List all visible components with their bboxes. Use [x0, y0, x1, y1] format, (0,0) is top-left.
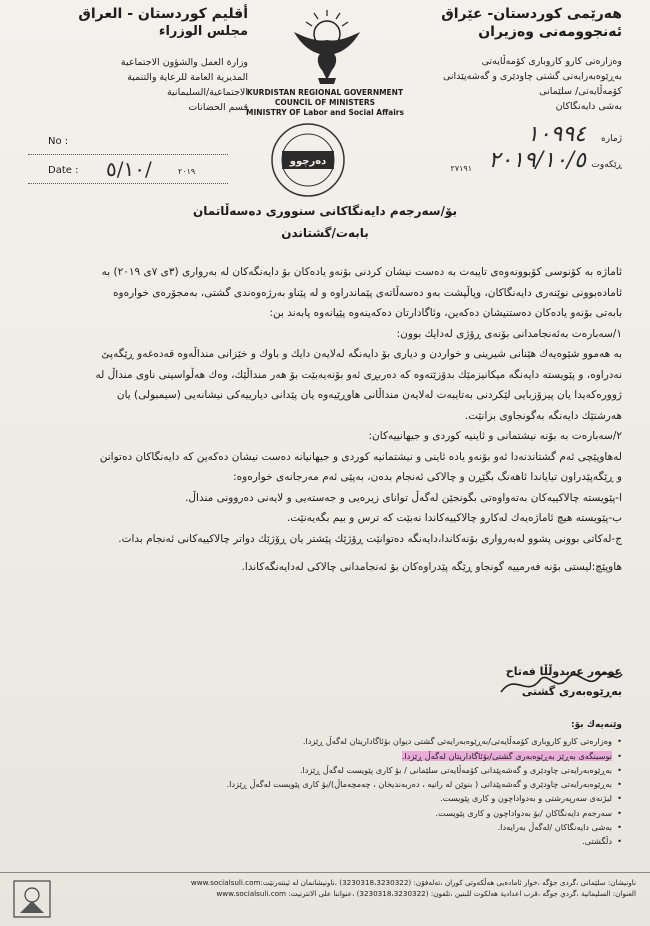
region-title-kurdish: هەرێمی کوردستان- عێراق [441, 6, 622, 22]
body-line: ا-پێویستە چالاكییەكان بەتەواوەتی بگونجێن لەگەڵ توانای زیرەیی و جەستەیی و لایەنی دەروونی منداڵ. [185, 491, 622, 504]
body-line: ئاماژە بە كۆنوسی كۆبوونەوەی تایبەت بە دەست نیشان كردنی بۆنەو یادەكان بۆ دایەنگەكان لە بەرواری (٣ی ٧ی ٢٠١٩) بە [101, 266, 622, 278]
body-line: ب-پێویستە هیچ ئاماژەیەك لەكارو چالاكییەكاندا نەبێت كە ترس و بیم بگەیەنێت. [286, 512, 622, 524]
number-row [28, 130, 228, 155]
section-1-title: ١/سەبارەت بەئەنجامدانی بۆنەی ڕۆژی لەدایك بوون: [396, 327, 622, 340]
signatory-title: بەڕێوەبەری گشتی [521, 685, 622, 698]
body-line: ج-لەكاتی بوونی پشوو لەبەرواری بۆنەكاندا،دایەنگە دەتوانێت ڕۆژێك پێشتر یان ڕۆژێك دواتر چالاكییەكانی ئەنجام بدات. [118, 532, 622, 545]
region-title-arabic: أقليم كوردستان - العراق [78, 6, 248, 22]
list-item: • وەزارەتی كارو كاروباری كۆمەڵایەتی/بەڕێوەبەرایەتی گشتی دیوان بۆئاگاداریتان لەگەڵ ڕێزدا. [28, 734, 622, 748]
footer-address [56, 877, 636, 899]
letter-body [28, 262, 622, 578]
department-kurdish: وەزارەتی كارو كاروباری كۆمەڵایەتی بەڕێوەبەرایەتی گشتی چاودێری و گەشەپێدانی كۆمەڵایەتی/ سلێمانی بەشی دایەنگاكان [442, 56, 622, 112]
list-item: • بەڕێوەبەرایەتی چاودێری و گەشەپێدانی كۆمەڵایەتی سلێمانی / بۆ كاری پێویست لەگەڵ ڕێزدا. [28, 763, 622, 777]
list-item: • بەڕێوەبەرایەتی چاودێری و گەشەپێدانی ( بنوێن له رانیه ، دەربەندیخان ، چەمچەماڵ)/بۆ كاری پێویست لەگەڵ ڕێزدا. [28, 777, 622, 791]
footer [0, 872, 650, 926]
list-item-highlighted: • نوسینگەی بەڕێز بەڕێوەبەری گشتی/بۆئاگاداریتان لەگەڵ ڕێزدا. [28, 749, 622, 763]
body-line: بابەتی بۆنەو یادەكان دەستنیشان دەكەین، وئاگادارتان دەكەینەوە پێیانەوە پابەند بن: [269, 307, 622, 319]
ref-date-row [412, 148, 622, 178]
header-kurdish [392, 6, 622, 114]
section-2-title: ٢/سەبارەت بە بۆنە نیشتمانی و ئاینیە كوردی و جیهانییەكان: [368, 430, 622, 442]
signatory-name: عومەر عەبدوڵڵا فەتاح [505, 665, 622, 678]
body-line: ئامادەبوونی نوێنەری دایەنگاكان، وپاڵپشت بەو دەسەڵاتەی پێماندراوە و لە پێناو بەرژەوەندی گشتی، بەمجۆرەی خوارەوە [113, 286, 622, 299]
council-title-arabic: مجلس الوزراء [158, 24, 248, 39]
date-handwritten: ٥/١٠/ [106, 157, 152, 181]
date-row [28, 159, 228, 184]
subject-line: بابەت/گشتاندن [281, 226, 369, 240]
date-year: ٢٠١٩ [178, 167, 196, 176]
eagle-emblem-icon [288, 8, 366, 88]
list-item: • لیژنەی سەرپەرشتی و بەدواداچون و كاری پێویست. [28, 791, 622, 805]
body-line: ژوورەكەیدا یان پیرۆزبایی لێكردنی بەتایبەت لەلایەن منداڵانی هاوڕێیەوە یان پێدانی دیارییەكی نیشانەیی (سیمبولی) یان [116, 389, 622, 401]
header-arabic [28, 6, 248, 115]
list-item: • دڵگشتی. [28, 834, 622, 848]
body-line: و ڕێگەپێدراون تیایاندا ئاهەنگ بگێڕن و چالاكی ئەنجام بدەن، بەپێی ئەم مەرجانەی خوارەوە: [233, 471, 622, 483]
body-line: هەرشتێك دایەنگە بەگونجاوی بزانێت. [464, 409, 622, 422]
signature-scribble [496, 664, 626, 704]
body-line: لەهاوپێچی ئەم گشتاندنەدا ئەو بۆنەو یادە ئاینی و نیشتمانیە كوردی و جیهانیانە دەست نیشان دەكەین كە دایەنگاكان دەتوانن [99, 450, 622, 463]
ref-date-label: ڕێكەوت [591, 160, 622, 170]
reference-left [28, 130, 228, 188]
signature-block [382, 662, 622, 702]
date-label: Date : [48, 165, 79, 176]
ref-number-printed: ٢٧١٩١ [450, 164, 472, 173]
council-title-kurdish: ئەنجوومەنی وەزیران [478, 24, 622, 40]
ref-date-handwritten: ٢٠١٩/١٠/٥ [488, 148, 586, 173]
list-item: • سەرجەم دایەنگاكان /بۆ بەدواداچون و كاری پێویست. [28, 806, 622, 820]
footer-line-kurdish: ناونیشان: سلێمانی ،گردی جۆگە ،خوار ئامادەیی هەڵكەوتی كوران ،تەلەفۆن: (3230318،3230322) ،ناونیشانمان لە ئینتەرنێت:www.socialsuli.com [190, 878, 636, 887]
addressee: بۆ/سەرجەم دایەنگاكانی سنووری دەسەڵاتمان [192, 204, 458, 218]
number-label: ژمارە [601, 134, 622, 144]
no-label: No : [48, 136, 69, 147]
body-line: بە هەموو شێوەیەك هێنانی شیرینی و خواردن و دیاری بۆ دایەنگە لەلایەن دایك و باوك و خێزانی منداڵەوە قەدەغەو ڕێگەپێ [101, 348, 622, 360]
government-name-english: KURDISTAN REGIONAL GOVERNMENT COUNCIL OF MINISTERS MINISTRY OF Labor and Social Affairs [246, 88, 404, 117]
list-item: • بەشی دایەنگاكان /لەگەڵ بەرایەدا. [28, 820, 622, 834]
ministry-logo-icon [12, 879, 52, 919]
footer-line-arabic: العنوان: السليمانية ،گردي جوگه ،قرب اعدادية هەلكوت للبنين ،تلفون: (3230318،3230322) ،عنواننا على الانترنيت: www.socialsuli.com [216, 889, 636, 898]
official-stamp [268, 120, 348, 200]
attachment-note: هاوپێچ:لیستی بۆنە فەرمییە گونجاو ڕێگە پێدراوەكان بۆ ئەنجامدانی چالاكی لەدایەنگەكاندا. [241, 561, 622, 573]
subject-block [150, 200, 500, 244]
copies-heading: وێنەیەك بۆ: [571, 720, 622, 730]
number-handwritten: ١٠٩٩٤ [526, 122, 586, 147]
stamp-text: ده‌رچوو [289, 156, 327, 167]
department-arabic: وزارة العمل والشؤون الاجتماعية المديرية العامة للرعاية والتنمية الاجتماعية/السليمانية قسم الحضانات [120, 57, 248, 113]
reference-right [412, 122, 622, 178]
body-line: نەدراوە، و پێویستە دایەنگە میكانیزمێك بدۆزێتەوە كە دەربڕی ئەو بۆنەیەبێت بۆ هەر منداڵێك، وەك هەڵواسینی ناوی منداڵ لە [95, 368, 622, 381]
copies-list [28, 718, 622, 849]
